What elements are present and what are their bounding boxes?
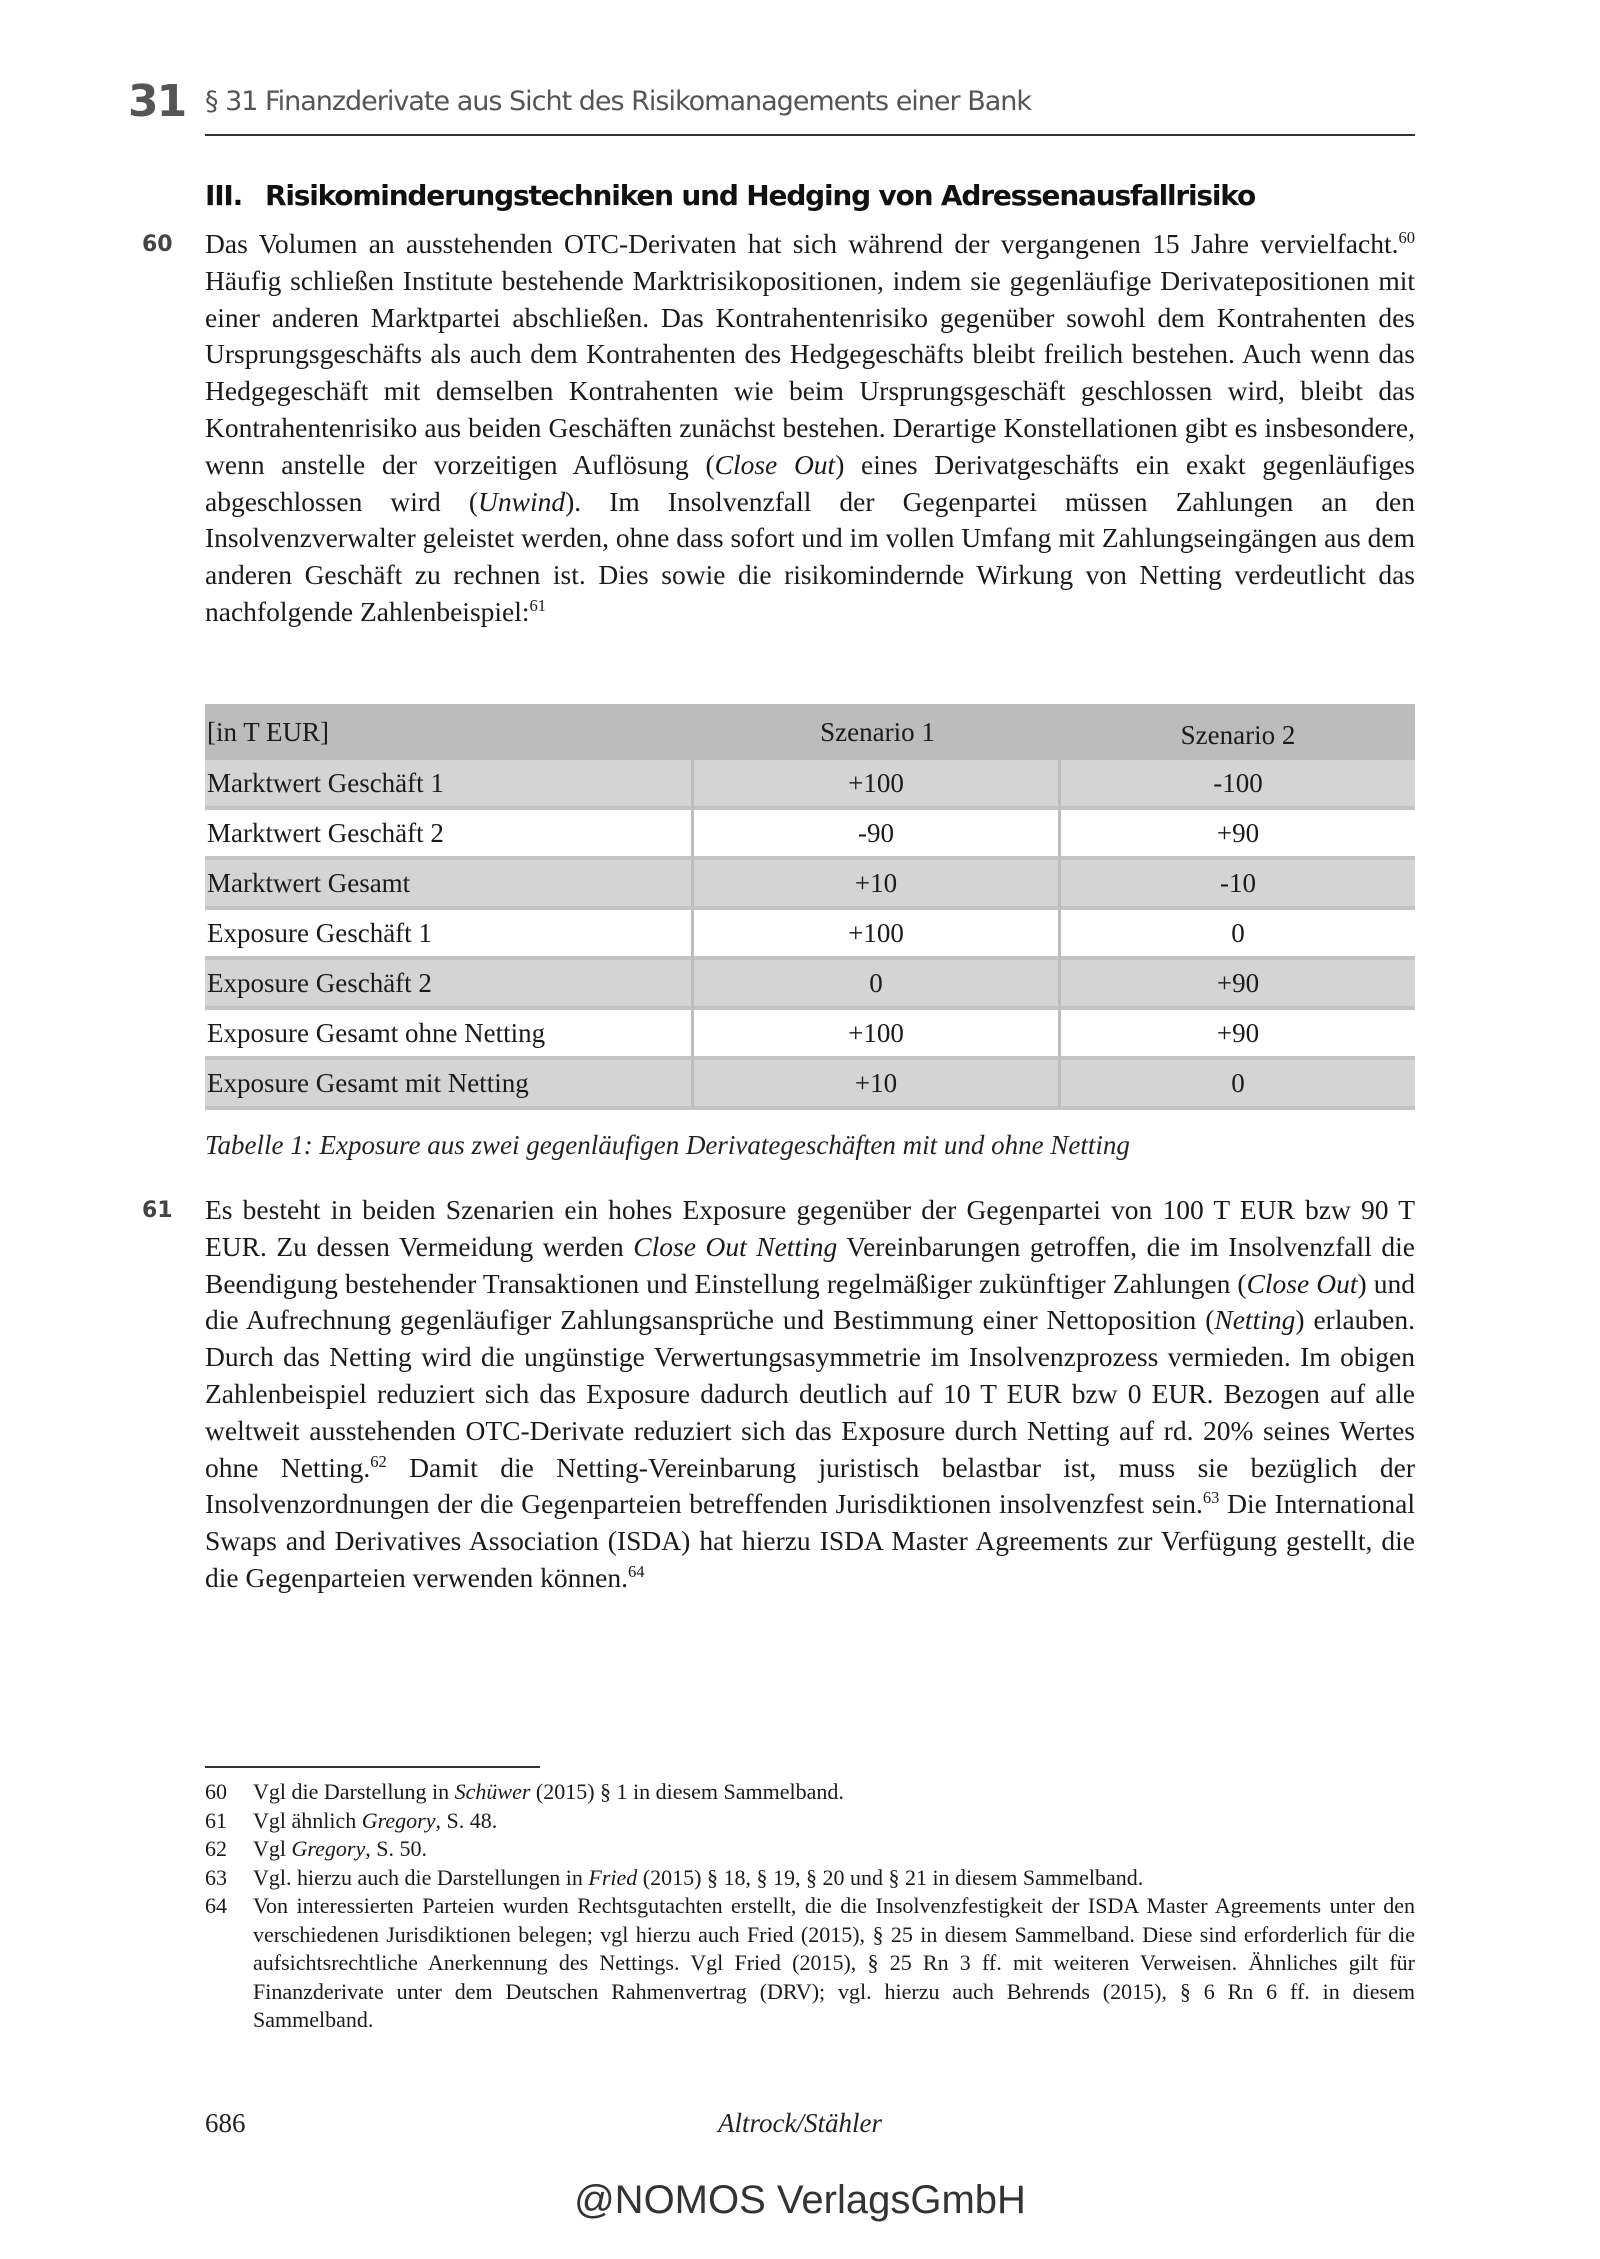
- scenario-2-value: -10: [1061, 860, 1415, 910]
- table-row: [205, 810, 1415, 860]
- scenario-1-value: +10: [694, 1060, 1061, 1110]
- table-header-scenario-1: Szenario 1: [694, 704, 1061, 760]
- table-row: [205, 860, 1415, 910]
- paragraph-61: Es besteht in beiden Szenarien ein hohes Exposure gegenüber der Gegenpartei von 100 T EUR bzw 90 T EUR. Zu dessen Vermeidung werden Close Out Netting Vereinbarungen getroffen, die im Insolvenzfall die Beendigung bestehender Transaktionen und Einstellung regelmäßiger zukünftiger Zahlungen (Close Out) und die Aufrechnung gegenläufiger Zahlungsansprüche und Bestimmung einer Nettoposition (Netting) erlauben. Durch das Netting wird die ungünstige Verwertungsasymmetrie im Insolvenzprozess vermieden. Im obigen Zahlenbeispiel reduziert sich das Exposure dadurch deutlich auf 10 T EUR bzw 0 EUR. Bezogen auf alle weltweit ausstehenden OTC-Derivate reduziert sich das Exposure durch Netting auf rd. 20% seines Wertes ohne Netting.$^{62}$ Damit die Netting-Vereinbarung juristisch belastbar ist, muss sie bezüglich der Insolvenzordnungen der die Gegenparteien betreffenden Jurisdiktionen insolvenzfest sein.$^{63}$ Die International Swaps and Derivatives Association (ISDA) hat hierzu ISDA Master Agreements zur Verfügung gestellt, die die Gegenparteien verwenden können.$^{64}$: [205, 1194, 1416, 1593]
- scenario-2-value: +90: [1061, 810, 1415, 860]
- section-number: III.: [205, 179, 243, 212]
- footnote-ref[interactable]: 63: [1202, 1488, 1220, 1508]
- table-row: [205, 1010, 1415, 1060]
- emphasis: Unwind: [478, 485, 566, 517]
- table-row: [205, 1060, 1415, 1110]
- chapter-number: 31: [128, 76, 186, 127]
- footnote-61: [205, 1807, 1415, 1836]
- margin-number-60: 60: [142, 232, 173, 257]
- scenario-2-value: +90: [1061, 960, 1415, 1010]
- footnote-text: Vgl Gregory, S. 50.: [253, 1836, 427, 1861]
- table-header-unit: [in T EUR]: [205, 704, 694, 760]
- footnote-number: 63: [205, 1864, 227, 1890]
- table-body: [205, 760, 1415, 1110]
- author-footer: Altrock/Stähler: [718, 2108, 882, 2138]
- footnote-number: 60: [205, 1779, 227, 1804]
- footnote-text: Vgl die Darstellung in Schüwer (2015) § 1 in diesem Sammelband.: [253, 1779, 844, 1804]
- footnote-64: [205, 1892, 1415, 2035]
- publisher-watermark: @NOMOS VerlagsGmbH: [574, 2178, 1026, 2222]
- row-label: Marktwert Gesamt: [205, 860, 694, 910]
- footnote-number: 62: [205, 1836, 227, 1861]
- row-label: Exposure Geschäft 1: [205, 910, 694, 960]
- scenario-2-value: 0: [1061, 1060, 1415, 1110]
- footnote-63: [205, 1864, 1415, 1893]
- running-header-title: § 31 Finanzderivate aus Sicht des Risikomanagements einer Bank: [205, 86, 1032, 117]
- scenario-1-value: +100: [694, 1010, 1061, 1060]
- scenario-2-value: +90: [1061, 1010, 1415, 1060]
- table-header-scenario-2: Szenario 2: [1061, 704, 1415, 760]
- table-caption: Tabelle 1: Exposure aus zwei gegenläufigen Derivategeschäften mit und ohne Netting: [205, 1130, 1130, 1160]
- footnote-ref[interactable]: 60: [1398, 227, 1415, 247]
- footnote-text: Vgl. hierzu auch die Darstellungen in Fried (2015) § 18, § 19, § 20 und § 21 in diesem Sammelband.: [253, 1864, 1144, 1890]
- page-number: 686: [205, 2108, 246, 2138]
- exposure-table: [205, 704, 1415, 1110]
- margin-number-61: 61: [142, 1198, 173, 1223]
- footnote-number: 64: [205, 1893, 227, 1918]
- section-title: Risikominderungstechniken und Hedging von Adressenausfallrisiko: [265, 179, 1255, 212]
- row-label: Exposure Geschäft 2: [205, 960, 694, 1010]
- footnote-rule: [205, 1766, 540, 1768]
- footnote-60: [205, 1778, 1415, 1807]
- emphasis: Fried: [588, 1864, 638, 1890]
- paragraph-60: Das Volumen an ausstehenden OTC-Derivaten hat sich während der vergangenen 15 Jahre vervielfacht.$^{60}$ Häufig schließen Institute bestehende Marktrisikopositionen, indem sie gegenläufige Derivatepositionen mit einer anderen Marktpartei abschließen. Das Kontrahentenrisiko gegenüber sowohl dem Kontrahenten des Ursprungsgeschäfts als auch dem Kontrahenten des Hedgegeschäfts bleibt freilich bestehen. Auch wenn das Hedgegeschäft mit demselben Kontrahenten wie beim Ursprungsgeschäft geschlossen wird, bleibt das Kontrahentenrisiko aus beiden Geschäften zunächst bestehen. Derartige Konstellationen gibt es insbesondere, wenn anstelle der vorzeitigen Auflösung (Close Out) eines Derivatgeschäfts ein exakt gegenläufiges abgeschlossen wird (Unwind). Im Insolvenzfall der Gegenpartei müssen Zahlungen an den Insolvenzverwalter geleistet werden, ohne dass sofort und im vollen Umfang mit Zahlungseingängen aus dem anderen Geschäft zu rechnen ist. Dies sowie die risikomindernde Wirkung von Netting verdeutlicht das nachfolgende Zahlenbeispiel:$^{61}$: [205, 227, 1415, 627]
- scenario-2-value: 0: [1061, 910, 1415, 960]
- footnote-ref[interactable]: 61: [529, 595, 547, 615]
- footnote-62: [205, 1835, 1415, 1864]
- scenario-1-value: +100: [694, 760, 1061, 810]
- row-label: Marktwert Geschäft 2: [205, 810, 694, 860]
- footnote-text: Von interessierten Parteien wurden Rechtsgutachten erstellt, die die Insolvenzfestigkeit der ISDA Master Agreements unter den verschiedenen Jurisdiktionen belegen; vgl hierzu auch Fried (2015), § 25 in diesem Sammelband. Diese sind erforderlich für die aufsichtsrechtliche Anerkennung des Nettings. Vgl Fried (2015), § 25 Rn 3 ff. mit weiteren Verweisen. Ähnliches gilt für Finanzderivate unter dem Deutschen Rahmenvertrag (DRV); vgl. hierzu auch Behrends (2015), § 6 Rn 6 ff. in diesem Sammelband.: [253, 1893, 1415, 2032]
- row-label: Exposure Gesamt ohne Netting: [205, 1010, 694, 1060]
- scenario-1-value: +10: [694, 860, 1061, 910]
- scenario-1-value: +100: [694, 910, 1061, 960]
- row-label: Exposure Gesamt mit Netting: [205, 1060, 694, 1110]
- table-row: [205, 760, 1415, 810]
- table-row: [205, 960, 1415, 1010]
- emphasis: Gregory: [361, 1807, 436, 1833]
- footnotes: [205, 1778, 1415, 2035]
- scenario-1-value: 0: [694, 960, 1061, 1010]
- emphasis: Netting: [1214, 1304, 1296, 1336]
- footnote-ref[interactable]: 62: [370, 1451, 387, 1471]
- table-header-row: [205, 704, 1415, 760]
- emphasis: Gregory: [291, 1836, 366, 1861]
- table-row: [205, 910, 1415, 960]
- emphasis: Schüwer: [454, 1779, 531, 1804]
- emphasis: Close Out: [714, 448, 836, 480]
- row-label: Marktwert Geschäft 1: [205, 760, 694, 810]
- emphasis: Close Out Netting: [633, 1230, 838, 1262]
- header-rule: [205, 134, 1415, 136]
- footnote-number: 61: [205, 1807, 227, 1833]
- section-heading: [205, 179, 1255, 212]
- scenario-1-value: -90: [694, 810, 1061, 860]
- footnote-text: Vgl ähnlich Gregory, S. 48.: [253, 1807, 498, 1833]
- emphasis: Close Out: [1246, 1267, 1358, 1299]
- footnote-ref[interactable]: 64: [628, 1561, 645, 1581]
- scenario-2-value: -100: [1061, 760, 1415, 810]
